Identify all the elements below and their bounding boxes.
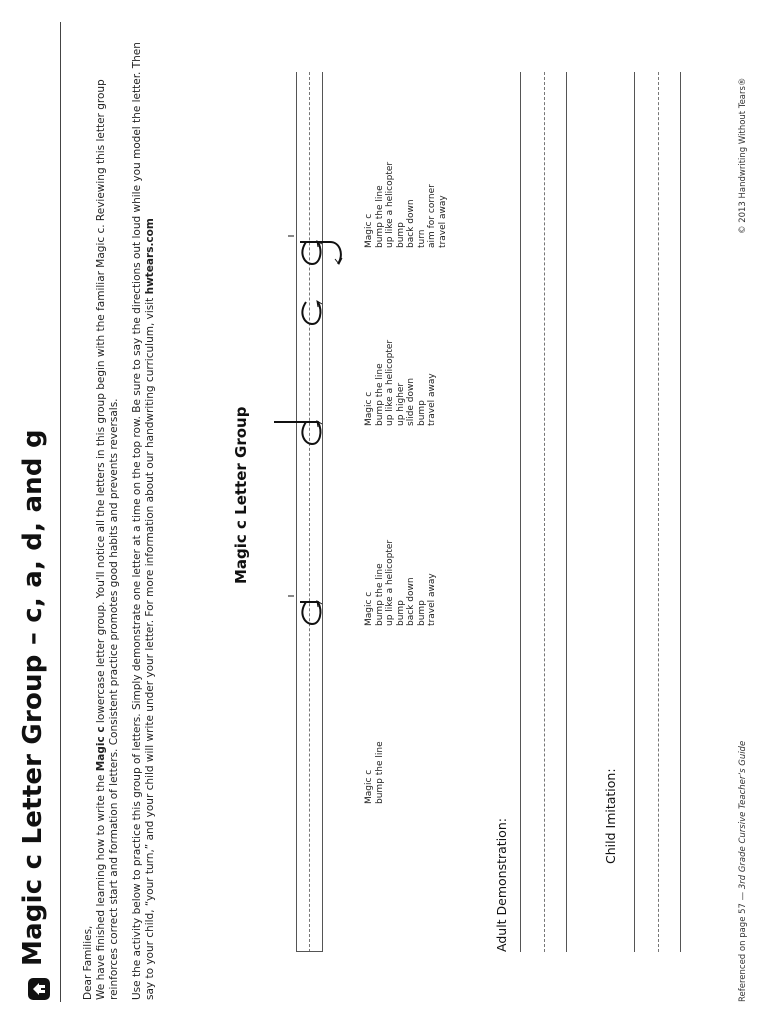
step-item: bump the line (374, 741, 385, 804)
adult-practice-mid-line (544, 72, 545, 952)
step-item: bump (395, 600, 406, 626)
step-item: up like a helicopter (385, 539, 395, 626)
page-title: Magic c Letter Group – c, a, d, and g (18, 429, 48, 966)
letter-a-steps (364, 540, 438, 626)
letter-a-model (288, 596, 322, 624)
letter-greeting: Dear Families, (82, 925, 94, 1000)
step-item: bump the line (374, 185, 385, 248)
letter-p2-before: Use the activity below to practice this group of letters. Simply demonstrate one letter at a time on the top row. Be sure to say the directions out loud while you model the letter. Then say to your child, “your turn,” and your child will write under your letter. For more information about our handwriting curriculum, visit (131, 42, 156, 1000)
adult-demonstration-label: Adult Demonstration: (494, 818, 509, 952)
letter-c-steps (364, 741, 385, 804)
step-item: up like a helicopter (385, 339, 395, 426)
step-item: travel away (427, 373, 437, 426)
footer-copyright: © 2013 Handwriting Without Tears® (738, 77, 748, 234)
step-item: travel away (437, 195, 448, 248)
child-practice-top-line (634, 72, 635, 952)
step-item: bump (416, 600, 427, 626)
letter-group-heading: Magic c Letter Group (232, 406, 250, 584)
step-item: bump the line (374, 563, 385, 626)
step-item: bump (416, 400, 427, 426)
letter-c-model (302, 301, 322, 324)
step-item: up like a helicopter (385, 161, 395, 248)
letter-p1-before: We have finished learning how to write the (95, 771, 107, 1000)
step-item: Magic c (364, 213, 374, 248)
step-item: Magic c (364, 391, 374, 426)
step-item: bump (395, 222, 406, 248)
child-practice-base-line (680, 72, 681, 952)
footer-ref-book: 3rd Grade Cursive Teacher’s Guide (738, 740, 748, 890)
step-item: Magic c (364, 591, 374, 626)
step-item: aim for corner (427, 184, 437, 248)
letter-g-model (288, 236, 342, 264)
adult-practice-top-line (520, 72, 521, 952)
letter-d-model (274, 421, 322, 444)
child-imitation-label: Child Imitation: (603, 768, 618, 864)
step-item: turn (416, 229, 427, 248)
adult-practice-base-line (566, 72, 567, 952)
child-practice-mid-line (658, 72, 659, 952)
letter-p1-after: lowercase letter group. You'll notice all the letters in this group begin with the familiar Magic c. Reviewing this letter group reinforces correct start and formation of letters. Consistent practice promotes good habits and prevents reversals. (95, 79, 120, 1000)
footer-reference (738, 741, 748, 1002)
step-item: bump the line (374, 363, 385, 426)
step-item: travel away (427, 573, 437, 626)
website-link[interactable]: hwtears.com (144, 218, 156, 295)
step-item: back down (406, 577, 416, 626)
letter-g-steps (364, 162, 448, 248)
letter-p1-bold: Magic c (95, 726, 107, 772)
letter-d-steps (364, 340, 438, 426)
step-item: Magic c (364, 769, 374, 804)
step-item: back down (406, 199, 416, 248)
step-item: up higher (395, 382, 406, 426)
footer-ref-prefix: Referenced on page 57 — (738, 889, 748, 1002)
step-item: slide down (406, 377, 416, 426)
